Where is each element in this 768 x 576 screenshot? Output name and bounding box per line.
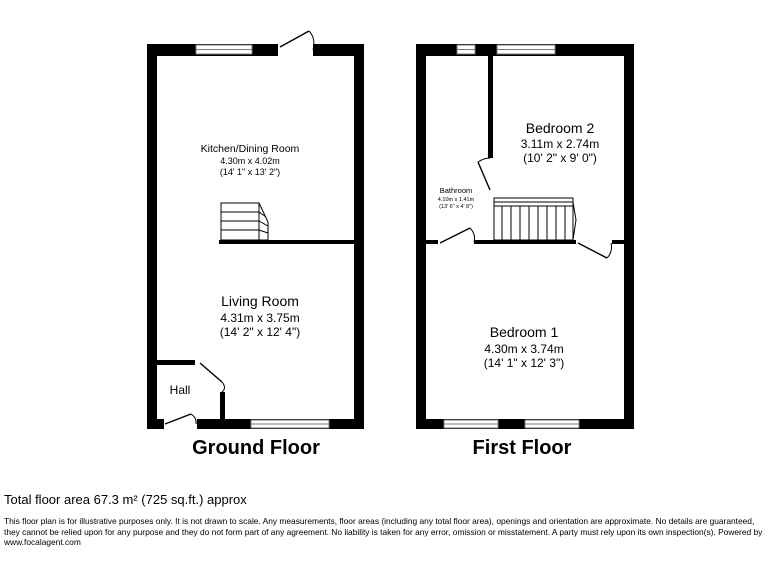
ground-floor-stairs	[221, 203, 268, 240]
bedroom-1-window-right	[525, 420, 579, 428]
bathroom-name: Bathroom	[439, 186, 473, 195]
bathroom-imperial: (13' 6" x 4' 8")	[439, 204, 473, 210]
front-door	[165, 414, 196, 424]
first-floor-wall-left	[416, 44, 426, 429]
bathroom-bedroom-2-wall	[488, 54, 493, 158]
bathroom-window	[457, 45, 475, 54]
ground-floor-plan	[147, 31, 364, 459]
living-room-name: Living Room	[221, 293, 299, 309]
bedroom-2-imperial: (10' 2" x 9' 0")	[523, 151, 597, 165]
landing-wall-end	[612, 240, 624, 244]
hall-wall-right	[220, 392, 225, 421]
hall-name: Hall	[169, 383, 191, 397]
living-room-window	[251, 420, 329, 428]
landing-wall-left	[426, 240, 438, 244]
living-room-metric: 4.31m x 3.75m	[220, 311, 300, 325]
bedroom-1-imperial: (14' 1" x 12' 3")	[483, 356, 565, 370]
living-room-imperial: (14' 2" x 12' 4")	[219, 325, 301, 339]
hall-inner-door	[200, 363, 225, 392]
first-floor-title: First Floor	[472, 437, 572, 459]
kitchen-name: Kitchen/Dining Room	[200, 143, 300, 155]
kitchen-metric: 4.30m x 4.02m	[220, 156, 280, 166]
ground-floor-wall-right	[354, 44, 364, 429]
kitchen-window	[196, 45, 252, 54]
kitchen-imperial: (14' 1" x 13' 2")	[219, 167, 281, 177]
bedroom-2-metric: 3.11m x 2.74m	[520, 137, 600, 151]
back-door	[280, 31, 314, 50]
bedroom-2-name: Bedroom 2	[525, 120, 595, 136]
first-floor-plan	[416, 44, 634, 459]
ground-floor-title: Ground Floor	[192, 437, 320, 459]
bedroom-1-left-door	[440, 228, 475, 243]
ground-floor-wall-left	[147, 44, 157, 429]
hall-wall-top	[157, 360, 195, 365]
bathroom-metric: 4.10m x 1.41m	[437, 197, 475, 203]
kitchen-living-divider-wall	[219, 240, 354, 244]
first-floor-wall-right	[624, 44, 634, 429]
bedroom-1-right-door	[578, 243, 612, 258]
bathroom-door	[478, 158, 490, 190]
total-floor-area: Total floor area 67.3 m² (725 sq.ft.) approx	[4, 492, 247, 507]
disclaimer-text: This floor plan is for illustrative purposes only. It is not drawn to scale. Any measurements, floor areas (including any total floor area), openings and orientation are approximate. No details are guaranteed, they cannot be relied upon for any purpose and they do not form part of any agreement. No liability is taken for any error, omission or misstatement. A party must rely upon its own inspection(s). Powered by www.focalagent.com	[4, 516, 763, 547]
landing-wall-right	[474, 240, 576, 244]
bedroom-1-window-left	[444, 420, 498, 428]
first-floor-stairs	[494, 198, 576, 240]
bedroom-1-name: Bedroom 1	[489, 324, 559, 340]
ground-floor-wall-bottom-left	[147, 419, 164, 429]
bedroom-1-metric: 4.30m x 3.74m	[484, 342, 564, 356]
bedroom-2-window	[497, 45, 555, 54]
